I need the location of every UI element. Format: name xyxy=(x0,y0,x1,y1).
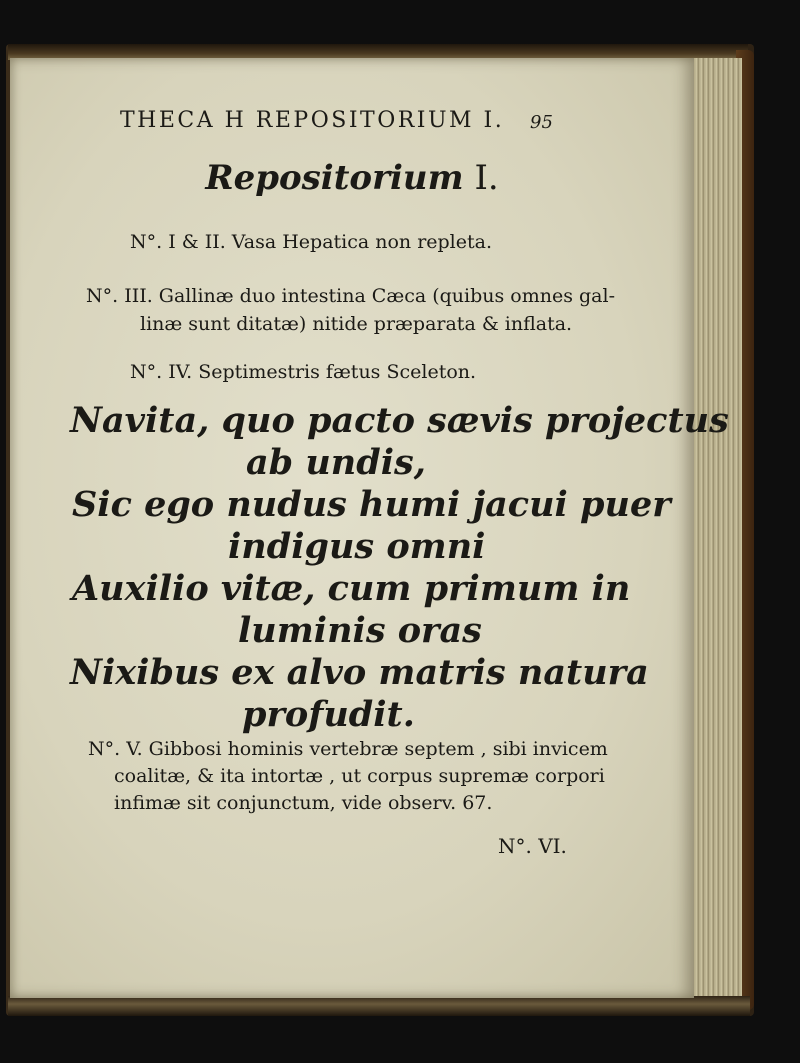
entry-3-line-2: linæ sunt ditatæ) nitide præparata & inflata. xyxy=(140,313,573,335)
heading-word: Repositorium xyxy=(205,158,464,198)
poem-line: Nixibus ex alvo matris natura xyxy=(70,652,649,693)
entry-5-line-1: N°. V. Gibbosi hominis vertebræ septem , sibi invicem xyxy=(88,738,608,760)
entry-5-line-3: infimæ sit conjunctum, vide observ. 67. xyxy=(114,792,493,814)
entry-3-line-1: N°. III. Gallinæ duo intestina Cæca (quibus omnes gal- xyxy=(86,285,616,307)
poem-line: ab undis, xyxy=(246,442,426,483)
poem-line: Sic ego nudus humi jacui puer xyxy=(72,484,671,525)
running-title: THECA H REPOSITORIUM I. xyxy=(120,108,505,133)
entry-3 xyxy=(86,282,615,338)
poem-line: Navita, quo pacto sævis projectus xyxy=(70,400,729,441)
entry-1: N°. I & II. Vasa Hepatica non repleta. xyxy=(130,231,493,253)
book-page xyxy=(10,58,729,998)
entry-5 xyxy=(88,736,608,817)
running-head xyxy=(10,108,694,140)
poem-line: Auxilio vitæ, cum primum in xyxy=(72,568,631,609)
entry-4: N°. IV. Septimestris fætus Sceleton. xyxy=(130,361,477,383)
page-edges xyxy=(690,58,742,1004)
poem-line: profudit. xyxy=(242,694,415,735)
entry-5-line-2: coalitæ, & ita intortæ , ut corpus supremæ corpori xyxy=(114,765,605,787)
book-bottom-edge xyxy=(8,996,750,1016)
heading-number: I. xyxy=(474,158,499,198)
poem-line: luminis oras xyxy=(238,610,482,651)
section-heading xyxy=(10,158,694,198)
poem-line: indigus omni xyxy=(228,526,486,567)
catchword: N°. VI. xyxy=(498,834,567,858)
page-number: 95 xyxy=(530,112,553,133)
